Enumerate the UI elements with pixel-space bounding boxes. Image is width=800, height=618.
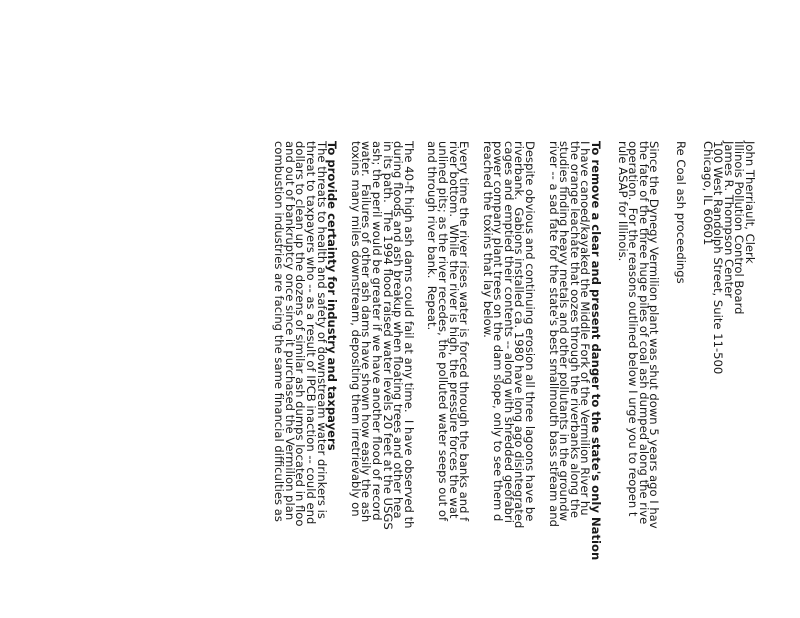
paragraph-line: in its path. The 1994 flood raised water levels 20 feet at the USGS	[380, 141, 395, 530]
paragraph-line: unlined pits; as the river recedes, the polluted water seeps out of	[435, 141, 450, 522]
paragraph-line: The threats to health and safety of downstream water drinkers is	[314, 141, 329, 519]
paragraph-line: I have canoed/kayaked the Middle Fork of the Vermilion River hu	[578, 141, 593, 516]
flooding-paragraph	[425, 141, 472, 618]
paragraph-line: rule ASAP for Illinois.	[615, 141, 630, 262]
dams-paragraph	[350, 141, 414, 618]
paragraph-line: The 40-ft high ash dams could fail at any time. I have observed th	[401, 141, 416, 529]
paragraph-line: threat to taxpayers who -- as a result of IPCB inaction -- could end	[304, 141, 318, 525]
paragraph-line: cages and emptied their contents -- along with shredded geofabri	[501, 141, 516, 523]
address-line: Illinois Pollution Control Board	[732, 141, 747, 315]
paragraph-line: reached the toxins that lay below.	[480, 141, 495, 338]
address-line: John Therriault, Clerk	[743, 141, 757, 264]
paragraph-line: ash; the peril would be greater if we have another flood of record	[369, 141, 384, 521]
paragraph-line: during floods and ash breakup when floating trees and other hea	[391, 141, 406, 519]
paragraph-line: Despite obvious and continuing erosion all three lagoons have be	[523, 141, 538, 522]
paragraph-line: the orange leachate that oozes through the riverbanks along the	[567, 141, 582, 519]
paragraph-line: water. Failures of other ash dams have shown how easily the ash	[359, 141, 374, 523]
certainty-paragraph	[274, 141, 338, 618]
paragraph-line: riverbank. Gabions installed ca. 1980 have long ago disintegrated	[512, 141, 527, 529]
intro-paragraph	[615, 141, 662, 618]
erosion-paragraph	[480, 141, 538, 618]
section-heading: To remove a clear and present danger to the state's only Nation	[589, 141, 604, 561]
address-line: James R. Thompson Center	[721, 141, 736, 299]
paragraph-line: power company plant trees on the dam slope, only to see them d	[491, 141, 506, 522]
paragraph-line: combustion industries are facing the same financial difficulties as	[272, 141, 287, 522]
paragraph-line: operation. For the reasons outlined below I urge you to reopen t	[626, 141, 641, 517]
paragraph-line: river bottom. While the river is high, the pressure forces the wat	[446, 141, 461, 519]
danger-paragraph	[546, 141, 604, 618]
paragraph-line: Since the Dynegy Vermilion plant was shut down 5 years ago I hav	[647, 141, 662, 529]
address-line: 100 West Randolph Street, Suite 11-500	[711, 141, 726, 375]
address-block	[702, 141, 755, 618]
paragraph-line: toxins many miles downstream, depositing them irretrievably on	[348, 141, 363, 517]
paragraph-line: the fate of the three huge piles of coal ash dumped along the rive	[636, 141, 651, 525]
paragraph-line: river -- a sad fate for the state's best smallmouth bass stream and	[546, 141, 561, 527]
section-heading: To provide certainty for industry and taxpayers	[325, 141, 340, 451]
subject-line: Re Coal ash proceedings	[674, 141, 689, 284]
paragraph-line: Every time the river rises water is forced through the banks and f	[457, 141, 472, 522]
address-line: Chicago, IL 60601	[700, 141, 715, 246]
paragraph-line: studies finding heavy metals and other pollutants in the groundw	[557, 141, 572, 522]
paragraph-line: and out of bankruptcy once since it purchased the Vermilion plan	[282, 141, 297, 521]
paragraph-line: and through river bank. Repeat.	[425, 141, 440, 331]
rotated-letter-document	[274, 141, 755, 618]
paragraph-line: dollars to clean up the dozens of similar ash dumps located in floo	[293, 141, 308, 527]
